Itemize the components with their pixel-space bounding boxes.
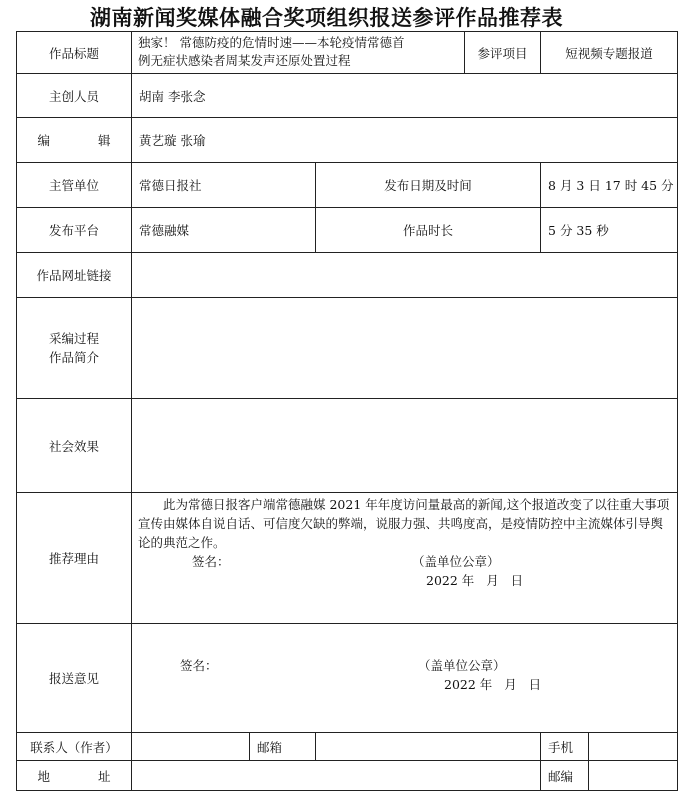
work-title-value[interactable] [132, 32, 465, 74]
row-platform [17, 208, 678, 253]
row-url [17, 253, 678, 298]
editors-value[interactable]: 黄艺璇 张瑜 [132, 118, 678, 163]
phone-value[interactable] [589, 733, 678, 761]
opinion-sign-label: 签名： [180, 658, 218, 673]
reason-date-row [138, 571, 671, 590]
process-label [17, 298, 132, 399]
mailbox-value[interactable] [316, 733, 541, 761]
postcode-label: 邮编 [541, 761, 589, 791]
recommendation-form-table [16, 31, 678, 791]
row-editors [17, 118, 678, 163]
opinion-date-row [138, 675, 671, 694]
row-work-title [17, 32, 678, 74]
opinion-label: 报送意见 [17, 624, 132, 733]
reason-sign-label: 签名： [192, 554, 230, 569]
opinion-sign-row [138, 656, 671, 675]
reason-date: 2022 年 月 日 [426, 573, 524, 588]
address-value[interactable] [132, 761, 541, 791]
row-opinion [17, 624, 678, 733]
process-label-line2: 作品简介 [48, 350, 99, 365]
opinion-date: 2022 年 月 日 [444, 677, 542, 692]
opinion-seal-label: （盖单位公章） [418, 658, 506, 673]
phone-label: 手机 [541, 733, 589, 761]
organization-value[interactable]: 常德日报社 [132, 163, 316, 208]
publish-time-label: 发布日期及时间 [316, 163, 541, 208]
organization-label: 主管单位 [17, 163, 132, 208]
duration-value[interactable]: 5 分 35 秒 [541, 208, 678, 253]
row-creators [17, 74, 678, 118]
publish-time-value[interactable]: 8 月 3 日 17 时 45 分 [541, 163, 678, 208]
url-label: 作品网址链接 [17, 253, 132, 298]
row-organization [17, 163, 678, 208]
opinion-content[interactable] [132, 624, 678, 733]
reason-seal-label: （盖单位公章） [412, 554, 500, 569]
mailbox-label: 邮箱 [250, 733, 316, 761]
contact-label: 联系人（作者） [17, 733, 132, 761]
row-effect [17, 399, 678, 493]
contact-value[interactable] [132, 733, 250, 761]
reason-text: 此为常德日报客户端常德融媒 2021 年年度访问量最高的新闻,这个报道改变了以往重大事项宣传由媒体自说自话、可信度欠缺的弊端，说服力强、共鸣度高，是疫情防控中主流媒体引导舆论的典范之作。 [138, 497, 670, 550]
effect-value[interactable] [132, 399, 678, 493]
reason-content[interactable] [132, 493, 678, 624]
process-label-line1: 采编过程 [48, 331, 99, 346]
category-label: 参评项目 [465, 32, 541, 74]
postcode-value[interactable] [589, 761, 678, 791]
reason-sign-row [138, 552, 671, 571]
reason-label: 推荐理由 [17, 493, 132, 624]
work-title-line2: 例无症状感染者周某发声还原处置过程 [138, 53, 351, 68]
editors-label: 编 辑 [17, 118, 132, 163]
effect-label: 社会效果 [17, 399, 132, 493]
process-value[interactable] [132, 298, 678, 399]
work-title-line1: 独家！ 常德防疫的危情时速——本轮疫情常德首 [138, 35, 405, 50]
creators-label: 主创人员 [17, 74, 132, 118]
row-contact [17, 733, 678, 761]
row-address [17, 761, 678, 791]
platform-label: 发布平台 [17, 208, 132, 253]
row-process [17, 298, 678, 399]
platform-value[interactable]: 常德融媒 [132, 208, 316, 253]
category-value[interactable]: 短视频专题报道 [541, 32, 678, 74]
duration-label: 作品时长 [316, 208, 541, 253]
form-title: 湖南新闻奖媒体融合奖项组织报送参评作品推荐表 [90, 5, 563, 30]
creators-value[interactable]: 胡南 李张念 [132, 74, 678, 118]
url-value[interactable] [132, 253, 678, 298]
work-title-label: 作品标题 [17, 32, 132, 74]
row-reason [17, 493, 678, 624]
address-label: 地 址 [17, 761, 132, 791]
